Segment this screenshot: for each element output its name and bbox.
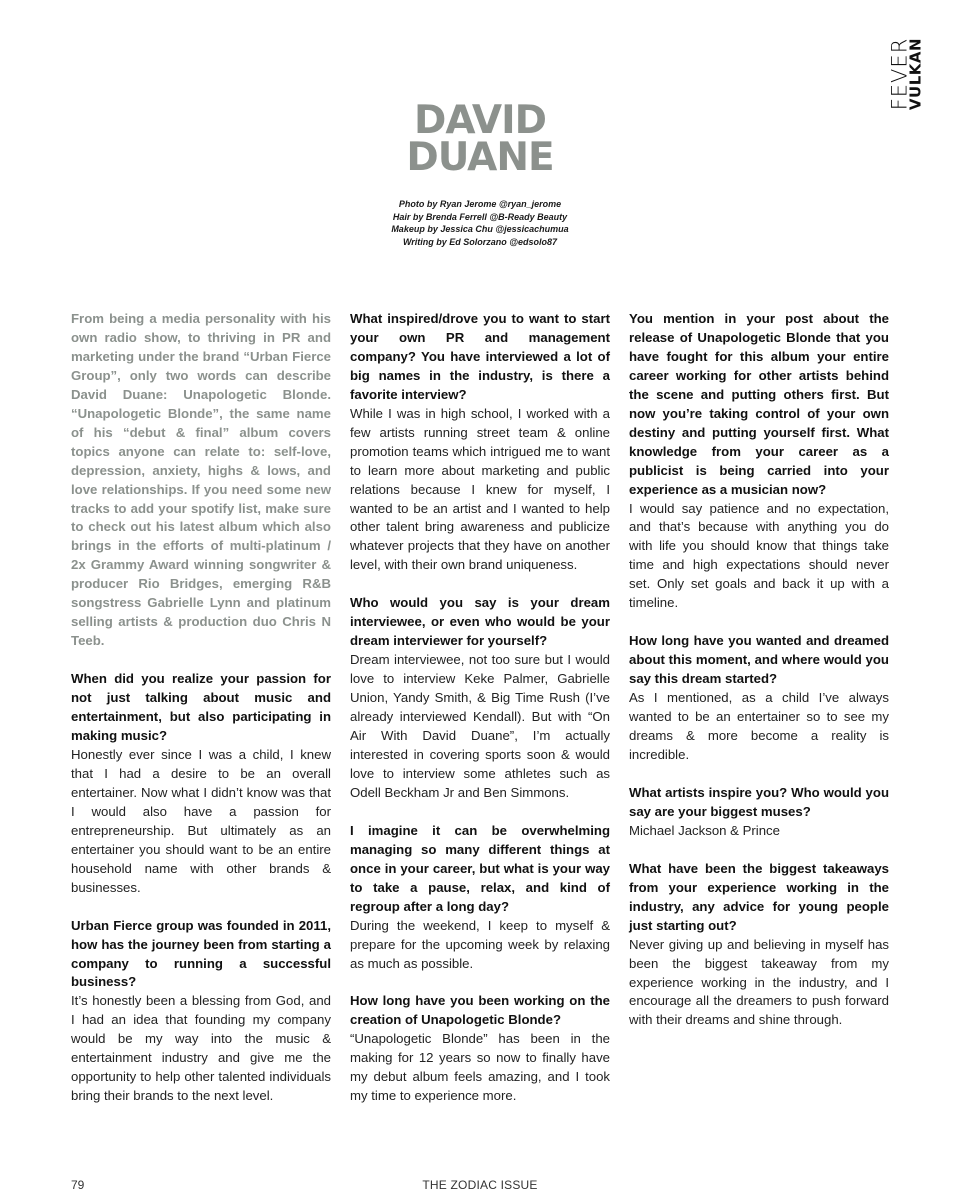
answer: During the weekend, I keep to myself & prepare for the upcoming week by relaxing as much as possible. [350, 917, 610, 971]
title-line-2: DUANE [406, 135, 554, 180]
column-1 [71, 310, 331, 1125]
qa-block [350, 992, 610, 1106]
page-number: 79 [71, 1178, 85, 1192]
qa-block [629, 310, 889, 613]
qa-block [350, 310, 610, 575]
question: Urban Fierce group was founded in 2011, how has the journey been from starting a company to running a successful business? [71, 917, 331, 990]
logo-vulkan: VULKAN [906, 37, 925, 111]
question: You mention in your post about the release of Unapologetic Blonde that you have fought for this album your entire career working for other artists behind the scene and putting others first. But now you’re taking control of your own destiny and putting yourself first. What knowledge from your career as a publicist is being carried into your experience as a musician now? [629, 311, 889, 497]
credit-makeup: Makeup by Jessica Chu @jessicachumua [391, 224, 569, 234]
question: How long have you wanted and dreamed about this moment, and where would you say this dream started? [629, 633, 889, 687]
question: Who would you say is your dream interviewee, or even who would be your dream interviewer for yourself? [350, 595, 610, 649]
credit-writing: Writing by Ed Solorzano @edsolo87 [402, 236, 558, 247]
photo-credits [330, 198, 630, 248]
answer: I would say patience and no expectation, and that’s because with anything you do with life you should know that things take time and high expectations should never set. Only set goals and back it up with a timeline. [629, 500, 889, 611]
question: How long have you been working on the creation of Unapologetic Blonde? [350, 993, 610, 1028]
answer: As I mentioned, as a child I’ve always wanted to be an entertainer so to see my dreams & more become a reality is incredible. [629, 690, 889, 762]
credit-hair: Hair by Brenda Ferrell @B-Ready Beauty [392, 211, 568, 222]
answer: Never giving up and believing in myself has been the biggest takeaway from my experience working in the industry, and I encourage all the dreamers to push forward with their dreams and shine through. [629, 936, 889, 1028]
issue-name: THE ZODIAC ISSUE [422, 1178, 538, 1192]
question: I imagine it can be overwhelming managing so many different things at once in your career, but what is your way to take a pause, relax, and kind of regroup after a long day? [350, 822, 610, 914]
answer: Honestly ever since I was a child, I knew that I had a desire to be an overall entertainer. Now what I didn’t know was that I would also have a passion for entrepreneurship. But ultimately as an entertainer you should want to be an entire household name with other brands & businesses. [71, 746, 331, 895]
credit-photo: Photo by Ryan Jerome @ryan_jerome [398, 199, 562, 209]
qa-block [71, 917, 331, 1107]
qa-block [350, 822, 610, 974]
answer: “Unapologetic Blonde” has been in the making for 12 years so now to finally have my debut album feels amazing, and I took my time to experience more. [350, 1031, 610, 1104]
qa-block [71, 670, 331, 897]
column-3 [629, 310, 889, 1049]
question: When did you realize your passion for not just talking about music and entertainment, but also participating in making music? [71, 671, 331, 744]
qa-block [629, 784, 889, 841]
qa-block [629, 632, 889, 765]
question: What artists inspire you? Who would you say are your biggest muses? [629, 784, 889, 819]
qa-block [350, 594, 610, 802]
title-line-1: DAVID [414, 98, 546, 143]
magazine-logo [887, 30, 925, 118]
logo-fever: FEVER [887, 37, 912, 111]
answer: While I was in high school, I worked with a few artists running street team & online promotion teams which intrigued me to want to learn more about marketing and public relations because I knew for myself, I wanted to be an artist and I wanted to help other talent bring awareness and publicize whatever projects that they have on another level, with their own brand uniqueness. [350, 405, 610, 573]
answer: Michael Jackson & Prince [629, 822, 780, 838]
answer: It’s honestly been a blessing from God, and I had an idea that founding my company would be my way into the music & entertainment industry and give me the opportunity to help other talented individuals bring their brands to the next level. [71, 993, 331, 1104]
answer: Dream interviewee, not too sure but I would love to interview Keke Palmer, Gabrielle Union, Yandy Smith, & Big Time Rush (I’ve already interviewed Kendall). But with “On Air With David Duane”, I’m actually interested in covering sports soon & would love to interview some athletes such as Odell Beckham Jr and Ben Simmons. [350, 652, 610, 800]
column-2 [350, 310, 610, 1125]
article-title [380, 98, 580, 180]
question: What have been the biggest takeaways from your experience working in the industry, any advice for young people just starting out? [629, 860, 889, 933]
qa-block [629, 860, 889, 1031]
intro-paragraph: From being a media personality with his own radio show, to thriving in PR and marketing under the brand “Urban Fierce Group”, only two words can describe David Duane: Unapologetic Blonde. “Unapologetic Blonde”, the same name of his “debut & final” album covers topics anyone can relate to: self-love, depression, anxiety, highs & lows, and love relationships. If you need some new tracks to add your spotify list, make sure to check out his latest album which also brings in the efforts of multi-platinum / 2x Grammy Award winning songwriter & producer Rio Bridges, emerging R&B songstress Gabrielle Lynn and platinum selling artists & production duo Chris N Teeb. [71, 311, 331, 649]
question: What inspired/drove you to want to start your own PR and management company? You have interviewed a lot of big names in the industry, is there a favorite interview? [350, 311, 610, 402]
